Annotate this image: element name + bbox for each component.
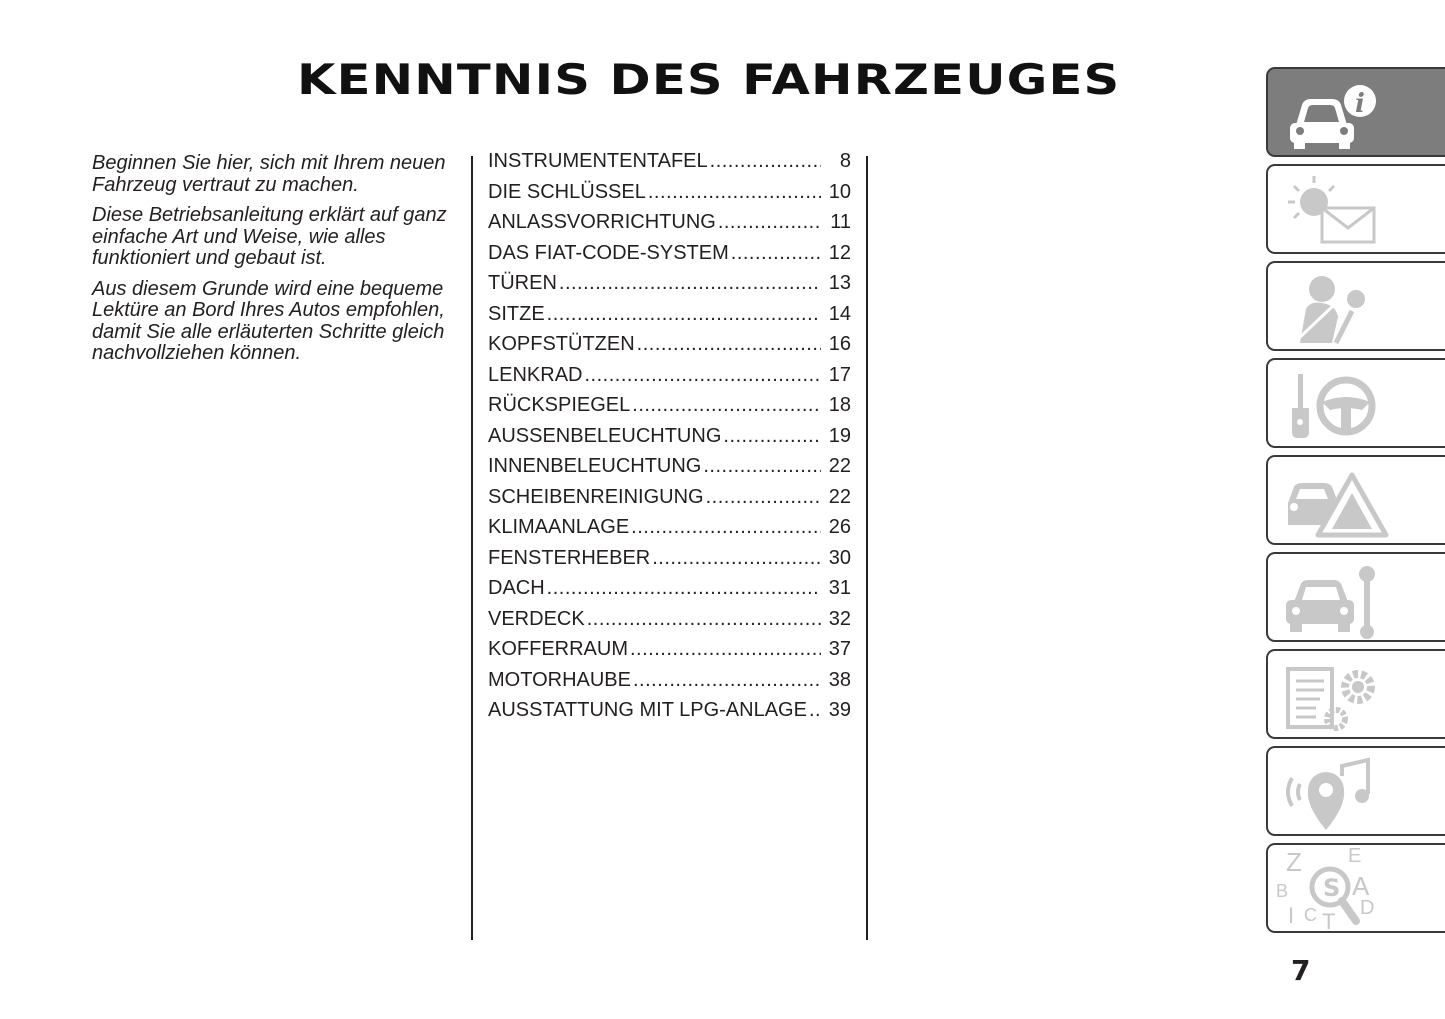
toc-entry-label: RÜCKSPIEGEL bbox=[488, 394, 631, 416]
tab-technical-data[interactable] bbox=[1266, 649, 1445, 739]
emergency-warning-triangle-icon bbox=[1280, 463, 1400, 543]
toc-leader-dots bbox=[637, 333, 821, 356]
toc-entry-page: 13 bbox=[828, 272, 851, 294]
technical-data-gears-icon bbox=[1280, 657, 1400, 737]
toc-entry-label: KOFFERRAUM bbox=[488, 638, 628, 660]
toc-entry-label: FENSTERHEBER bbox=[488, 546, 651, 569]
toc-entry-page: 10 bbox=[828, 180, 851, 203]
toc-entry-page: 19 bbox=[828, 424, 851, 447]
toc-entry[interactable] bbox=[488, 547, 851, 578]
page-title: KENNTNIS DES FAHRZEUGES bbox=[297, 55, 1121, 104]
toc-entry-page: 17 bbox=[828, 363, 851, 386]
toc-entry[interactable] bbox=[488, 638, 851, 669]
intro-paragraph-1: Beginnen Sie hier, sich mit Ihrem neuen Fahrzeug vertraut zu machen. bbox=[92, 152, 446, 196]
toc-leader-dots bbox=[723, 425, 821, 448]
toc-leader-dots bbox=[648, 181, 821, 204]
index-letter: B bbox=[1276, 881, 1289, 901]
column-divider-right bbox=[866, 156, 868, 940]
tab-service-maintenance[interactable] bbox=[1266, 552, 1445, 642]
toc-entry-label: ANLASSVORRICHTUNG bbox=[488, 211, 716, 233]
toc-entry-page: 32 bbox=[828, 607, 851, 630]
index-letter: I bbox=[1288, 903, 1295, 928]
toc-leader-dots bbox=[584, 364, 821, 387]
table-of-contents bbox=[488, 150, 851, 730]
toc-entry-page: 37 bbox=[828, 638, 851, 660]
page-number: 7 bbox=[1291, 954, 1311, 987]
tab-index[interactable] bbox=[1266, 843, 1445, 933]
toc-entry-label: INSTRUMENTENTAFEL bbox=[488, 150, 708, 172]
car-info-icon bbox=[1280, 75, 1400, 155]
toc-entry-label: DAS FIAT-CODE-SYSTEM bbox=[488, 241, 729, 264]
index-letter: D bbox=[1360, 897, 1375, 919]
toc-entry[interactable] bbox=[488, 394, 851, 425]
tab-car-info[interactable] bbox=[1266, 67, 1445, 157]
toc-leader-dots bbox=[547, 577, 821, 600]
toc-entry[interactable] bbox=[488, 608, 851, 639]
toc-leader-dots bbox=[630, 638, 821, 661]
tab-safety[interactable] bbox=[1266, 261, 1445, 351]
toc-entry-label: KLIMAANLAGE bbox=[488, 516, 630, 538]
car-maintenance-wrench-icon bbox=[1280, 560, 1400, 640]
toc-entry-label: SITZE bbox=[488, 302, 545, 325]
toc-entry[interactable] bbox=[488, 516, 851, 547]
toc-leader-dots bbox=[706, 486, 821, 509]
toc-entry-label: MOTORHAUBE bbox=[488, 668, 631, 691]
toc-entry[interactable] bbox=[488, 669, 851, 700]
toc-leader-dots bbox=[633, 669, 821, 692]
toc-leader-dots bbox=[559, 272, 821, 295]
toc-leader-dots bbox=[809, 699, 821, 722]
toc-leader-dots bbox=[718, 211, 821, 234]
toc-entry[interactable] bbox=[488, 272, 851, 303]
toc-entry[interactable] bbox=[488, 242, 851, 273]
toc-leader-dots bbox=[587, 608, 821, 631]
toc-entry[interactable] bbox=[488, 181, 851, 212]
toc-entry[interactable] bbox=[488, 333, 851, 364]
toc-entry-label: AUSSTATTUNG MIT LPG-ANLAGE bbox=[488, 699, 807, 721]
tab-starting-driving[interactable] bbox=[1266, 358, 1445, 448]
index-letter: T bbox=[1322, 909, 1336, 934]
warning-light-message-icon bbox=[1280, 172, 1400, 252]
toc-entry-page: 8 bbox=[839, 150, 851, 172]
column-divider-left bbox=[471, 156, 473, 940]
tab-emergency[interactable] bbox=[1266, 455, 1445, 545]
toc-entry-label: DIE SCHLÜSSEL bbox=[488, 180, 646, 203]
toc-entry-page: 22 bbox=[828, 485, 851, 508]
index-letter: E bbox=[1348, 845, 1362, 867]
tab-multimedia[interactable] bbox=[1266, 746, 1445, 836]
toc-entry-page: 30 bbox=[828, 546, 851, 569]
svg-text:S: S bbox=[1323, 874, 1341, 902]
tab-warning-lights[interactable] bbox=[1266, 164, 1445, 254]
toc-entry-page: 22 bbox=[828, 455, 851, 477]
toc-entry-label: AUSSENBELEUCHTUNG bbox=[488, 424, 722, 447]
toc-entry-page: 38 bbox=[828, 668, 851, 691]
toc-entry-label: TÜREN bbox=[488, 272, 557, 294]
toc-entry-page: 12 bbox=[828, 241, 851, 264]
index-letter: A bbox=[1352, 871, 1370, 901]
toc-entry[interactable] bbox=[488, 486, 851, 517]
key-steering-wheel-icon bbox=[1280, 366, 1400, 446]
toc-entry[interactable] bbox=[488, 455, 851, 486]
intro-paragraph-3: Aus diesem Grunde wird eine bequeme Lektüre an Bord Ihres Autos empfohlen, damit Sie alle erläuterten Schritte gleich nachvollziehen können. bbox=[92, 277, 445, 364]
multimedia-music-icon bbox=[1280, 754, 1400, 834]
intro-text bbox=[92, 153, 464, 374]
toc-leader-dots bbox=[710, 150, 821, 173]
toc-entry-page: 39 bbox=[828, 699, 851, 721]
toc-entry[interactable] bbox=[488, 577, 851, 608]
toc-entry-page: 16 bbox=[828, 333, 851, 355]
toc-entry[interactable] bbox=[488, 425, 851, 456]
toc-entry-label: SCHEIBENREINIGUNG bbox=[488, 485, 704, 508]
toc-entry-page: 31 bbox=[828, 577, 851, 599]
toc-entry[interactable] bbox=[488, 699, 851, 730]
toc-entry[interactable] bbox=[488, 150, 851, 181]
toc-leader-dots bbox=[631, 516, 821, 539]
toc-leader-dots bbox=[652, 547, 821, 570]
intro-paragraph-2: Diese Betriebsanleitung erklärt auf ganz einfache Art und Weise, wie alles funktioniert und gebaut ist. bbox=[92, 204, 447, 269]
toc-entry-page: 14 bbox=[828, 302, 851, 325]
toc-entry[interactable] bbox=[488, 211, 851, 242]
toc-entry-label: DACH bbox=[488, 577, 545, 599]
toc-entry-page: 26 bbox=[828, 516, 851, 538]
toc-entry-label: INNENBELEUCHTUNG bbox=[488, 455, 702, 477]
index-letter: Z bbox=[1286, 847, 1302, 877]
index-letter: C bbox=[1304, 905, 1317, 925]
toc-entry[interactable] bbox=[488, 303, 851, 334]
toc-entry[interactable] bbox=[488, 364, 851, 395]
svg-text:i: i bbox=[1355, 89, 1365, 119]
toc-entry-page: 11 bbox=[830, 211, 851, 233]
safety-airbag-icon bbox=[1280, 269, 1400, 349]
toc-entry-page: 18 bbox=[828, 394, 851, 416]
toc-leader-dots bbox=[731, 242, 821, 265]
toc-leader-dots bbox=[632, 394, 821, 417]
toc-entry-label: LENKRAD bbox=[488, 363, 583, 386]
toc-entry-label: KOPFSTÜTZEN bbox=[488, 333, 635, 355]
toc-leader-dots bbox=[703, 455, 821, 478]
toc-entry-label: VERDECK bbox=[488, 607, 585, 630]
toc-leader-dots bbox=[547, 303, 821, 326]
